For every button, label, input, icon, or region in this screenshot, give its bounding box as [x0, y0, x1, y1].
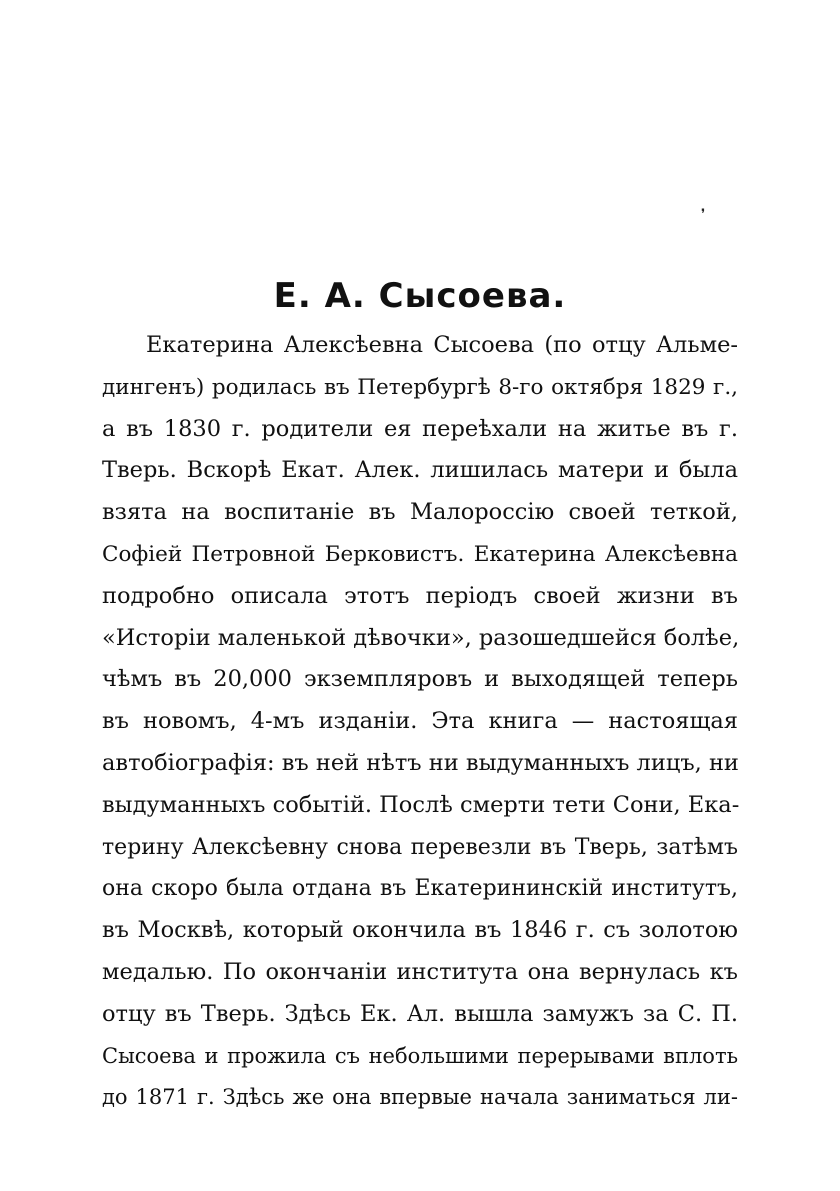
text-line: въ Москвѣ, который окончила въ 1846 г. съ золотою [102, 917, 738, 944]
text-line: чѣмъ въ 20,000 экземпляровъ и выходящей теперь [102, 666, 738, 693]
text-line: медалью. По окончаніи института она вернулась къ [102, 958, 738, 985]
text-line: «Исторіи маленькой дѣвочки», разошедшейся болѣе, [102, 624, 740, 651]
page-title: Е. А. Сысоева. [273, 276, 567, 316]
body-paragraph [102, 325, 738, 1119]
page-mark: ❜ [701, 207, 706, 222]
text-line: въ новомъ, 4-мъ изданіи. Эта книга — настоящая [102, 708, 738, 735]
text-line: Софіей Петровной Берковистъ. Екатерина Алексѣевна [102, 541, 738, 567]
text-line: автобіографія: въ ней нѣтъ ни выдуманныхъ лицъ, ни [102, 749, 739, 776]
text-line: Сысоева и прожила съ небольшими перерывами вплоть [102, 1043, 738, 1068]
text-line: до 1871 г. Здѣсь же она впервые начала заниматься ли- [102, 1085, 738, 1110]
text-line: Екатерина Алексѣевна Сысоева (по отцу Альме- [146, 332, 738, 358]
text-line: Тверь. Вскорѣ Екат. Алек. лишилась матери и была [102, 457, 738, 484]
text-line: выдуманныхъ событій. Послѣ смерти тети Сони, Ека- [102, 791, 740, 818]
text-line: взята на воспитаніе въ Малороссію своей теткой, [102, 499, 738, 526]
text-line: отцу въ Тверь. Здѣсь Ек. Ал. вышла замужъ за С. П. [102, 1000, 738, 1027]
text-line: терину Алексѣевну снова перевезли въ Тверь, затѣмъ [102, 834, 738, 860]
text-line: она скоро была отдана въ Екатерининскій институтъ, [102, 876, 738, 902]
text-line: дингенъ) родилась въ Петербургѣ 8-го октября 1829 г., [102, 374, 738, 400]
text-line: подробно описала этотъ періодъ своей жизни въ [102, 582, 738, 609]
text-line: а въ 1830 г. родители ея переѣхали на житье въ г. [102, 415, 738, 442]
